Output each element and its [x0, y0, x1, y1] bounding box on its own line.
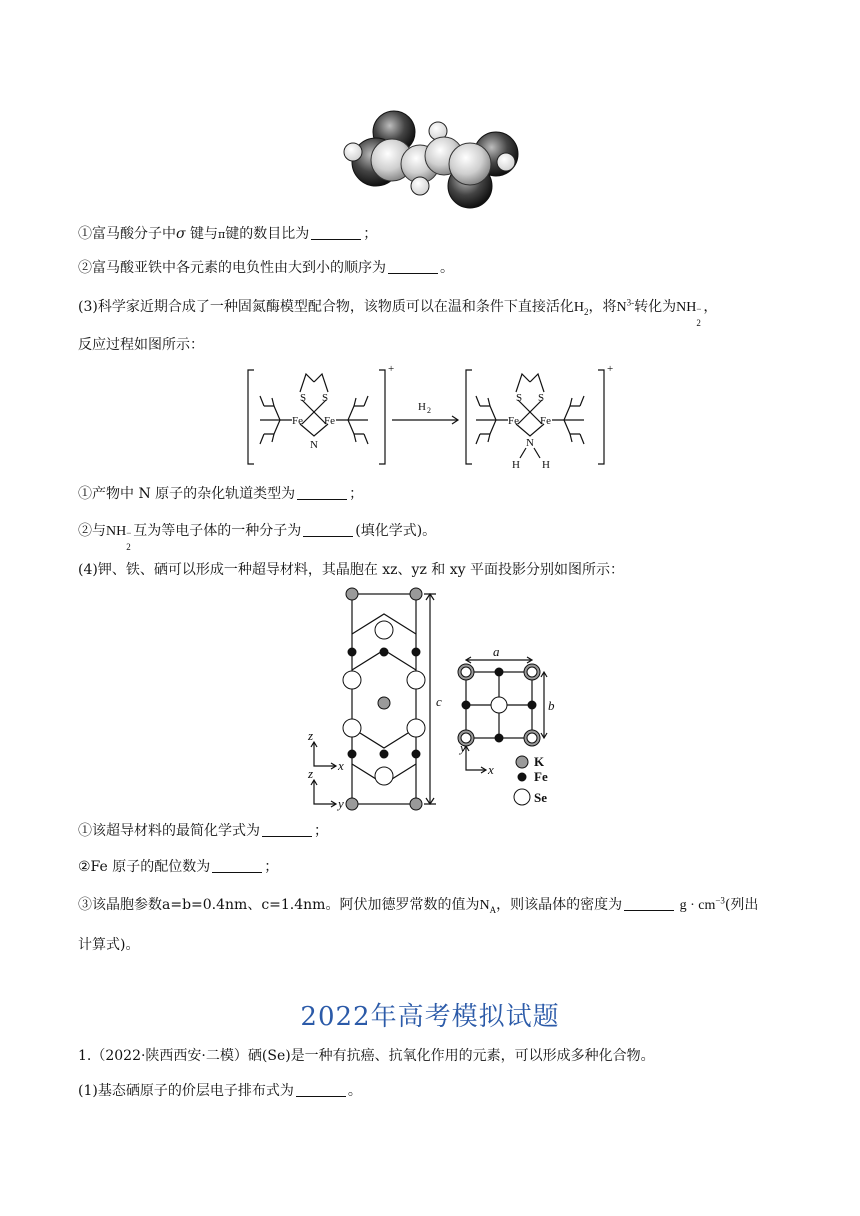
axis-y-label: y	[460, 740, 466, 755]
sulfur-label: S	[538, 392, 545, 404]
avogadro-symbol: $N_A$	[479, 898, 497, 915]
nh2-ion: NH − 2	[676, 300, 702, 328]
q3-sub2-text: ②与	[78, 523, 106, 539]
q1-sub1-post: 。	[347, 1083, 362, 1099]
nitrogen-label: N	[310, 439, 318, 451]
reaction-scheme	[240, 362, 620, 474]
sulfur-label: S	[516, 392, 523, 404]
q4-sub1-post: ；	[314, 823, 328, 839]
q2-sub2	[78, 258, 454, 278]
hydrogen-label: H	[512, 459, 520, 471]
legend-potassium: K	[534, 754, 545, 769]
q1-sub1	[78, 1081, 362, 1101]
h2-formula: $H_2$	[573, 300, 589, 317]
q2-sub1	[78, 224, 377, 245]
q3-sub1-post: ；	[349, 486, 364, 502]
iron-label: Fe	[292, 415, 303, 427]
q4-sub1-text: ①该超导材料的最简化学式为	[78, 823, 260, 839]
q4-sub3-text: ③该晶胞参数a=b=0.4nm、c=1.4nm。阿伏加德罗常数的值为	[78, 897, 480, 913]
q1-text: 1.（2022·陕西西安·二模）硒(Se)是一种有抗癌、抗氧化作用的元素，可以形成多种化合物。	[78, 1048, 655, 1064]
q3-sub2-mid: 互为等电子体的一种分子为	[133, 523, 302, 539]
pi-symbol: π	[218, 228, 226, 241]
axis-b-label: b	[548, 698, 555, 713]
charge-label: +	[388, 363, 395, 375]
axis-x-label: x	[488, 762, 494, 777]
q4-intro: (4)钾、铁、硒可以形成一种超导材料，其晶胞在 xz、yz 和 xy 平面投影分别如图所示：	[78, 562, 624, 578]
iron-label: Fe	[540, 415, 551, 427]
answer-blank[interactable]	[311, 225, 361, 240]
section-heading: 2022年高考模拟试题	[300, 1002, 560, 1032]
crystal-cell-projection	[300, 586, 570, 812]
sulfur-label: S	[300, 392, 307, 404]
legend-selenium: Se	[534, 790, 547, 805]
q3-intro	[78, 297, 718, 328]
q4-sub3	[78, 895, 758, 916]
q4-sub2	[78, 857, 278, 877]
hydrogen-label: H	[542, 459, 550, 471]
sigma-symbol: σ	[176, 226, 186, 242]
answer-blank[interactable]	[296, 1082, 346, 1097]
q2-sub2-text: ②富马酸亚铁中各元素的电负性由大到小的顺序为	[78, 260, 386, 276]
axis-y-label: y	[338, 796, 344, 811]
q2-sub1-mid2: 键的数目比为	[225, 226, 310, 242]
arrow-reagent-label: H	[418, 401, 426, 413]
answer-blank[interactable]	[303, 522, 353, 537]
q3-intro-text4: ，	[703, 299, 718, 315]
arrow-reagent-sub: 2	[427, 406, 431, 415]
axis-z-label: z	[308, 728, 314, 743]
answer-blank[interactable]	[388, 259, 438, 274]
answer-blank[interactable]	[297, 485, 347, 500]
q3-intro-text3: 转化为	[634, 299, 677, 315]
q3-sub2	[78, 521, 437, 552]
iron-label: Fe	[508, 415, 519, 427]
nitrogen-label: N	[526, 437, 534, 449]
q4-sub3-mid: ，则该晶体的密度为	[496, 897, 623, 913]
n3-ion: $N^{3-}$	[616, 297, 635, 315]
answer-blank[interactable]	[262, 822, 312, 837]
q3-intro-text2: ，将	[588, 299, 617, 315]
q4-sub3-line2: 计算式)。	[78, 937, 140, 953]
q4-sub2-post: ；	[264, 859, 279, 875]
q2-sub1-mid1: 键与	[185, 226, 219, 242]
charge-label: +	[607, 363, 614, 375]
axis-z-label: z	[308, 766, 314, 781]
q3-intro-line2: 反应过程如图所示：	[78, 337, 204, 353]
q4-sub3-post: (列出	[724, 897, 759, 913]
answer-blank[interactable]	[624, 896, 674, 911]
fumaric-acid-model	[330, 104, 530, 214]
q4-sub1	[78, 821, 328, 841]
q2-sub1-text: ①富马酸分子中	[78, 226, 176, 242]
answer-blank[interactable]	[212, 858, 262, 873]
q2-sub2-post: 。	[440, 260, 454, 276]
axis-c-label: c	[436, 694, 442, 709]
axis-x-label: x	[338, 758, 344, 773]
density-unit: $g \cdot cm^{-3}$	[676, 895, 725, 913]
q3-intro-text: (3)科学家近期合成了一种固氮酶模型配合物，该物质可以在温和条件下直接活化	[78, 299, 574, 315]
q2-sub1-post: ；	[363, 226, 378, 242]
q3-sub2-post: (填化学式)。	[355, 523, 437, 539]
sulfur-label: S	[322, 392, 329, 404]
q3-sub1	[78, 484, 363, 504]
axis-a-label: a	[493, 644, 500, 659]
nh2-ion: NH − 2	[106, 524, 132, 552]
q1-sub1-text: (1)基态硒原子的价层电子排布式为	[78, 1083, 294, 1099]
iron-label: Fe	[324, 415, 335, 427]
q4-sub2-text: ②Fe 原子的配位数为	[78, 859, 211, 875]
q3-sub1-text: ①产物中 N 原子的杂化轨道类型为	[78, 486, 296, 502]
legend-iron: Fe	[534, 769, 548, 784]
